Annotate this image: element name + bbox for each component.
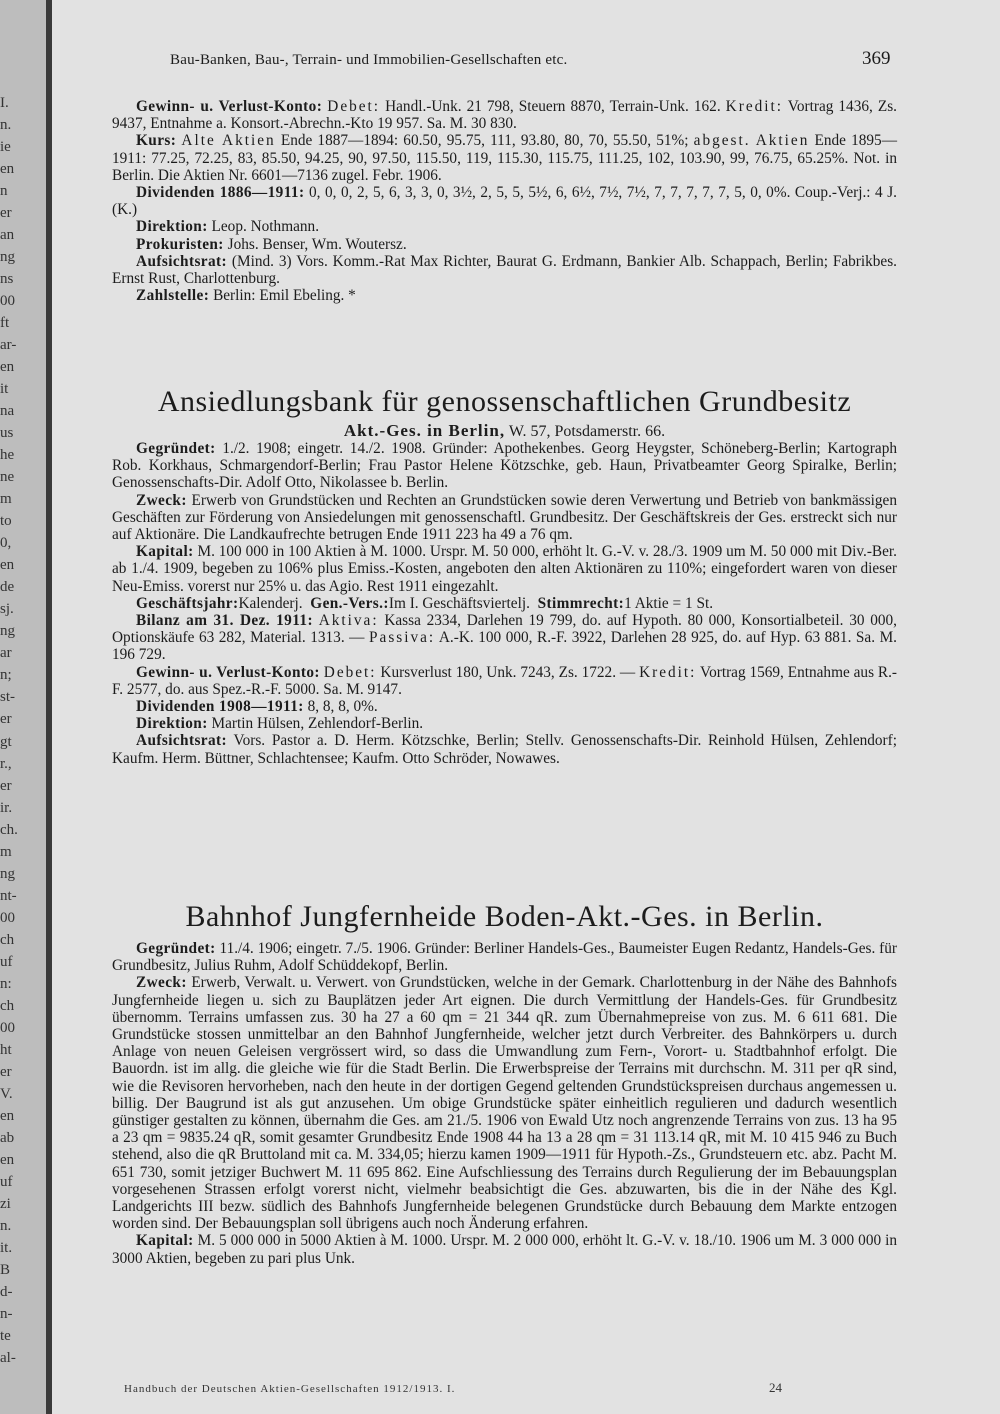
margin-fragment: he — [0, 447, 15, 463]
paragraph-gegruendet: Gegründet: 1./2. 1908; eingetr. 14./2. 1908. Gründer: Apothekenbes. Georg Heygster, Schöneberg-Berlin; Kartograph Rob. Korkhaus, Schmargendorf-Berlin; Frau Pastor Helene Kötzschke, geb. Haun, Privatbeamter Georg Spiralke, Berlin; Genossenschafts-Dir. Adolf Otto, Nikolassee b. Berlin. — [112, 440, 897, 492]
document-page — [52, 0, 1000, 1414]
margin-fragment: ab — [0, 1130, 15, 1146]
company-subtitle-ansiedlungsbank: Akt.-Ges. in Berlin, W. 57, Potsdamerstr. 66. — [343, 421, 666, 440]
paragraph-prokuristen: Prokuristen: Johs. Benser, Wm. Woutersz. — [136, 235, 407, 253]
margin-fragment: us — [0, 425, 14, 441]
margin-fragment: ch — [0, 932, 15, 948]
margin-fragment: ir. — [0, 800, 13, 816]
paragraph-zweck-3: Zweck: Erwerb, Verwalt. u. Verwert. von Grundstücken, welche in der Gemark. Charlottenburg in der Nähe des Bahnhofs Jungfernheide liegen u. sich zu Bauplätzen jeder Art eignen. Die durch Vermittlung der Handels-Ges. für Grundbesitz übernomm. Terrains umfassen zus. 30 ha 27 a 60 qm = 21 344 qR. zum Übernahmepreise von zus. M. 6 611 681. Die Grundstücke stossen unmittelbar an den Bahnhof Jungfernheide, welcher jetzt durch Verbreiter. des Bahnkörpers u. durch Anlage von neuen Geleisen vergrössert wird, so dass die Umwandlung zum Fern-, Vorort- u. Stadtbahnhof erfolgt. Die Bauordn. ist im allg. die gleiche wie für die Stadt Berlin. Die Erwerbspreise der Terrains mit durchschn. M. 311 per qR sind, wie die Revisoren hervorheben, nach den heute in der dortigen Gegend geltenden Grundstückspreisen durchaus angemessen u. billig. Der Baugrund ist als gut anzusehen. Um obige Grundstücke später einheitlich regulieren und dadurch wesentlich günstiger gestalten zu können, übernahm die Ges. am 21./5. 1906 von Ewald Utz noch angrenzende Terrains von zus. 13 ha 95 a 23 qm = 9835.24 qR, somit gesamter Grundbesitz Ende 1908 44 ha 13 a 28 qm = 31 113.14 qR, mit M. 10 415 946 zu Buch stehend, also die qR Bruttoland mit ca. M. 334,05; hierzu kamen 1909—1911 für Hypoth.-Zs., Grundsteuern etc. abz. Pacht M. 651 730, somit jetziger Buchwert M. 11 695 862. Eine Aufschliessung des Terrains durch Regulierung der im Bebauungsplan vorgesehenen Strassen erfolgt vorerst nicht, vielmehr beabsichtigt die Ges. abzuwarten, bis die in der Nähe des Kgl. Landgerichts III bezw. südlich des Bahnhofs Jungfernheide belegenen Grundstücke durch Bebauung dem Markte entzogen worden sind. Der Bebauungsplan soll übrigens auch noch Änderung erfahren. — [112, 974, 897, 1233]
margin-fragment: en — [0, 1152, 15, 1168]
margin-fragment: 00 — [0, 910, 15, 926]
margin-fragment: ar — [0, 645, 12, 661]
section-continuation — [112, 98, 897, 304]
company-title-ansiedlungsbank: Ansiedlungsbank für genossenschaftlichen Grundbesitz — [157, 385, 852, 418]
margin-fragment: al- — [0, 1350, 16, 1366]
paragraph-direktion: Direktion: Leop. Nothmann. — [136, 218, 320, 236]
margin-fragment: nt- — [0, 888, 17, 904]
margin-fragment: r., — [0, 756, 12, 772]
margin-fragment: 0, — [0, 535, 12, 551]
margin-fragment: an — [0, 227, 15, 243]
margin-fragment: to — [0, 513, 12, 529]
margin-fragment: m — [0, 491, 12, 507]
margin-fragment: it. — [0, 1240, 13, 1256]
paragraph-gewinn-verlust: Gewinn- u. Verlust-Konto: Debet: Handl.-Unk. 21 798, Steuern 8870, Terrain-Unk. 162. Kredit: Vortrag 1436, Zs. 9437, Entnahme a. Konsort.-Abrechn.-Kto 19 957. Sa. M. 30 830. — [112, 98, 897, 133]
margin-fragment: ft — [0, 315, 10, 331]
paragraph-direktion-2: Direktion: Martin Hülsen, Zehlendorf-Berlin. — [136, 715, 424, 733]
margin-fragment: V. — [0, 1086, 13, 1102]
paragraph-gegruendet-3: Gegründet: 11./4. 1906; eingetr. 7./5. 1906. Gründer: Berliner Handels-Ges., Baumeister Eugen Redantz, Handels-Ges. für Grundbesitz, Julius Ruhm, Adolf Schüddekopf, Berlin. — [112, 940, 897, 975]
margin-fragment: en — [0, 359, 15, 375]
paragraph-zahlstelle: Zahlstelle: Berlin: Emil Ebeling. * — [136, 287, 356, 305]
paragraph-dividenden-2: Dividenden 1908—1911: 8, 8, 8, 0%. — [136, 698, 378, 716]
margin-fragment: en — [0, 557, 15, 573]
paragraph-aufsichtsrat-2: Aufsichtsrat: Vors. Pastor a. D. Herm. Kötzschke, Berlin; Stellv. Genossenschafts-Dir. Reinhold Hülsen, Zehlendorf; Kaufm. Herm. Büttner, Schlachtensee; Kaufm. Otto Schröder, Nowawes. — [112, 732, 897, 767]
margin-fragment: ng — [0, 866, 15, 882]
margin-fragment: ne — [0, 469, 15, 485]
margin-fragment: ng — [0, 623, 15, 639]
paragraph-geschaeftsjahr: Geschäftsjahr:Kalenderj. Gen.-Vers.:Im I. Geschäftsviertelj. Stimmrecht:1 Aktie = 1 St. — [136, 594, 714, 612]
page-number: 369 — [862, 48, 891, 69]
paragraph-kapital: Kapital: M. 100 000 in 100 Aktien à M. 1000. Urspr. M. 50 000, erhöht lt. G.-V. v. 28./3. 1909 um M. 50 000 mit Div.-Ber. ab 1./4. 1909, begeben zu 106% plus Emiss.-Kosten, angeboten den alten Aktionären zu 110%; eingefordert waren von dieser Neu-Emiss. vorerst nur 25% u. das Agio. Rest 1911 eingezahlt. — [112, 543, 897, 595]
margin-fragment: ns — [0, 271, 14, 287]
margin-fragment: uf — [0, 1174, 13, 1190]
section-bahnhof-jungfernheide — [112, 940, 897, 1267]
paragraph-aufsichtsrat: Aufsichtsrat: (Mind. 3) Vors. Komm.-Rat Max Richter, Baurat G. Erdmann, Bankier Alb. Schappach, Berlin; Fabrikbes. Ernst Rust, Charlottenburg. — [112, 252, 897, 288]
margin-fragment: er — [0, 1064, 12, 1080]
margin-fragment: er — [0, 778, 12, 794]
margin-fragment: n- — [0, 1306, 13, 1322]
paragraph-kurs: Kurs: Alte Aktien Ende 1887—1894: 60.50, 95.75, 111, 93.80, 80, 70, 55.50, 51%; abgest. Aktien Ende 1895—1911: 77.25, 72.25, 83, 85.50, 94.25, 90, 97.50, 115.50, 119, 115.30, 115.75, 111.25, 102, 103.90, 99, 76.75, 65.25%. Not. in Berlin. Die Aktien Nr. 6601—7136 zugel. Febr. 1906. — [112, 132, 898, 184]
left-margin-strip — [0, 0, 46, 1414]
margin-fragment: n. — [0, 117, 12, 133]
margin-fragment: ng — [0, 249, 15, 265]
margin-fragment: de — [0, 579, 15, 595]
margin-fragment: n — [0, 183, 8, 199]
margin-fragment: st- — [0, 689, 15, 705]
paragraph-dividenden: Dividenden 1886—1911: 0, 0, 0, 2, 5, 6, 3, 3, 0, 3½, 2, 5, 5, 5½, 6, 6½, 7½, 7½, 7, 7, 7, 7, 7, 5, 0, 0%. Coup.-Verj.: 4 J. (K.) — [112, 184, 898, 219]
margin-fragment: er — [0, 205, 12, 221]
margin-fragment: m — [0, 844, 12, 860]
section-ansiedlungsbank — [112, 440, 897, 767]
margin-fragment: n; — [0, 667, 12, 683]
margin-fragment: en — [0, 1108, 15, 1124]
margin-fragment: 00 — [0, 1020, 15, 1036]
margin-fragment: sj. — [0, 601, 14, 617]
margin-fragment: it — [0, 381, 9, 397]
margin-fragment: uf — [0, 954, 13, 970]
margin-fragment: gt — [0, 734, 12, 750]
margin-fragment: ch. — [0, 822, 18, 838]
margin-fragment: n. — [0, 1218, 12, 1234]
margin-fragment: ar- — [0, 337, 17, 353]
margin-fragment: na — [0, 403, 15, 419]
margin-fragment: ht — [0, 1042, 12, 1058]
paragraph-bilanz: Bilanz am 31. Dez. 1911: Aktiva: Kassa 2334, Darlehen 19 799, do. auf Hypoth. 80 000, Konsortialbeteil. 30 000, Optionskäufe 63 282, Material. 1313. — Passiva: A.-K. 100 000, R.-F. 3922, Darlehen 28 925, do. auf Hyp. 63 881. Sa. M. 196 729. — [112, 612, 898, 664]
margin-fragment: n: — [0, 976, 12, 992]
margin-fragment: ie — [0, 139, 11, 155]
paragraph-zweck: Zweck: Erwerb von Grundstücken und Rechten an Grundstücken sowie deren Verwertung und Betrieb von bankmässigen Geschäften zur Förderung von Ansiedelungen mit genossenschaftl. Grundbesitz. Der Geschäftskreis der Ges. erstreckt sich nur auf Aktionäre. Die Landkaufrechte betrugen Ende 1911 223 ha 49 a 76 qm. — [112, 491, 897, 544]
margin-fragment: zi — [0, 1196, 11, 1212]
margin-fragment: 00 — [0, 293, 15, 309]
paragraph-kapital-3: Kapital: M. 5 000 000 in 5000 Aktien à M. 1000. Urspr. M. 2 000 000, erhöht lt. G.-V. v. 18./10. 1906 um M. 3 000 000 in 3000 Aktien, begeben zu pari plus Unk. — [112, 1232, 898, 1267]
paragraph-gewinn-verlust-2: Gewinn- u. Verlust-Konto: Debet: Kursverlust 180, Unk. 7243, Zs. 1722. — Kredit: Vortrag 1569, Entnahme aus R.-F. 2577, do. aus Spez.-R.-F. 5000. Sa. M. 9147. — [112, 663, 898, 698]
margin-fragment: ch — [0, 998, 15, 1014]
margin-fragment: te — [0, 1328, 11, 1344]
company-title-bahnhof-jungfernheide: Bahnhof Jungfernheide Boden-Akt.-Ges. in Berlin. — [185, 900, 824, 933]
running-header: Bau-Banken, Bau-, Terrain- und Immobilien-Gesellschaften etc. — [170, 52, 568, 68]
page-footer: Handbuch der Deutschen Aktien-Gesellschaften 1912/1913. I. — [124, 1383, 456, 1395]
margin-fragment: d- — [0, 1284, 13, 1300]
sheet-number: 24 — [769, 1380, 782, 1395]
margin-fragment: I. — [0, 95, 9, 111]
margin-fragment: er — [0, 711, 12, 727]
margin-fragment: en — [0, 161, 15, 177]
margin-fragment: B — [0, 1262, 11, 1278]
